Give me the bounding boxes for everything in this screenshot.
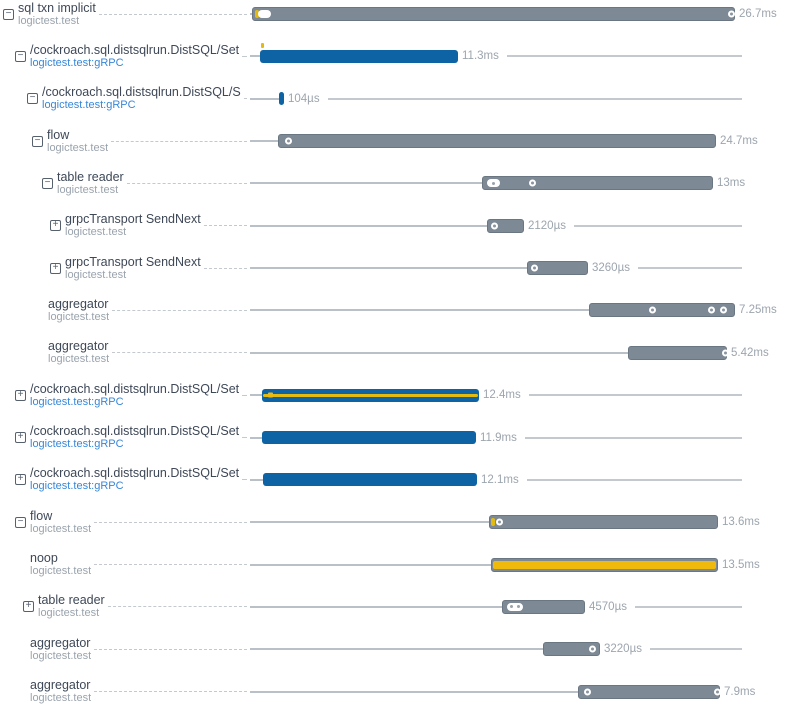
span-source: logictest.test <box>38 607 100 620</box>
span-bar[interactable] <box>527 261 588 275</box>
trace-row <box>0 586 786 628</box>
leader-solid-line <box>250 98 279 100</box>
span-bar[interactable] <box>252 7 735 21</box>
leader-solid-line <box>250 55 260 57</box>
span-name: /cockroach.sql.distsqlrun.DistSQL/S <box>42 86 241 100</box>
span-track <box>250 289 786 331</box>
span-source: logictest.test <box>57 183 119 196</box>
event-yellow-square <box>268 393 273 398</box>
span-bar[interactable] <box>589 303 735 317</box>
trailing-line <box>529 394 742 396</box>
span-source-link[interactable]: logictest.test:gRPC <box>42 99 136 112</box>
span-name: noop <box>30 552 58 566</box>
span-label-zone <box>0 0 250 35</box>
trace-row <box>0 120 786 162</box>
trailing-line <box>328 98 742 100</box>
leader-solid-line <box>250 225 487 227</box>
leader-solid-line <box>250 521 489 523</box>
span-duration: 3260µs <box>592 262 630 275</box>
span-duration: 24.7ms <box>720 135 758 148</box>
span-bar[interactable] <box>278 134 716 148</box>
span-name: aggregator <box>48 297 109 311</box>
span-track <box>250 247 786 289</box>
span-bar[interactable] <box>262 431 476 444</box>
span-duration: 5.42ms <box>731 346 769 359</box>
event-dot-marker <box>649 307 656 314</box>
span-track <box>250 162 786 204</box>
span-source: logictest.test <box>65 268 127 281</box>
span-label <box>42 86 241 111</box>
span-bar[interactable] <box>491 558 718 572</box>
trailing-line <box>525 437 742 439</box>
span-source: logictest.test <box>18 14 80 27</box>
span-name: grpcTransport SendNext <box>65 213 201 227</box>
trailing-line <box>650 648 742 650</box>
leader-dashed-line <box>108 606 247 607</box>
leader-dashed-line <box>242 479 247 480</box>
span-source: logictest.test <box>65 226 127 239</box>
span-duration: 104µs <box>288 92 320 105</box>
trace-row <box>0 78 786 120</box>
leader-solid-line <box>250 394 262 396</box>
span-bar[interactable] <box>279 92 284 105</box>
span-source-link[interactable]: logictest.test:gRPC <box>30 56 124 69</box>
span-name: flow <box>47 128 70 142</box>
event-dot-marker <box>529 180 536 187</box>
span-track <box>250 374 786 416</box>
span-source: logictest.test <box>30 522 92 535</box>
span-name: /cockroach.sql.distsqlrun.DistSQL/Set <box>30 382 240 396</box>
leader-solid-line <box>250 564 491 566</box>
span-duration: 7.9ms <box>724 685 756 698</box>
leader-dashed-line <box>112 352 247 353</box>
leader-solid-line <box>250 648 543 650</box>
leader-solid-line <box>250 606 502 608</box>
event-yellow-tick <box>261 43 264 48</box>
leader-dashed-line <box>242 56 247 57</box>
span-track <box>250 332 786 374</box>
event-stripe <box>263 394 478 397</box>
leader-solid-line <box>250 140 278 142</box>
leader-dashed-line <box>94 691 247 692</box>
span-label <box>18 2 96 27</box>
span-duration: 12.4ms <box>483 389 521 402</box>
span-source-link[interactable]: logictest.test:gRPC <box>30 395 124 408</box>
span-label <box>65 213 201 238</box>
leader-solid-line <box>250 691 578 693</box>
leader-dashed-line <box>242 437 247 438</box>
span-label <box>48 340 109 365</box>
span-duration: 2120µs <box>528 219 566 232</box>
span-source: logictest.test <box>47 141 109 154</box>
span-label-zone <box>0 332 250 374</box>
leader-solid-line <box>250 352 628 354</box>
collapse-icon[interactable]: − <box>42 178 53 189</box>
expand-icon[interactable]: + <box>50 263 61 274</box>
span-name: /cockroach.sql.distsqlrun.DistSQL/Set <box>30 467 240 481</box>
span-label <box>30 467 239 492</box>
span-label <box>48 298 109 323</box>
span-label <box>30 637 91 662</box>
span-bar[interactable] <box>628 346 727 360</box>
span-name: /cockroach.sql.distsqlrun.DistSQL/Set <box>30 425 240 438</box>
trace-row <box>0 289 786 331</box>
span-duration: 4570µs <box>589 600 627 613</box>
expand-icon[interactable]: + <box>23 601 34 612</box>
span-track <box>250 35 786 77</box>
span-track <box>250 205 786 247</box>
event-dot-marker <box>285 138 292 145</box>
span-bar[interactable] <box>260 50 458 63</box>
collapse-icon[interactable]: − <box>15 517 26 528</box>
span-label <box>30 510 91 535</box>
trailing-line <box>527 479 742 481</box>
span-name: grpcTransport SendNext <box>65 255 201 269</box>
span-name: aggregator <box>48 340 109 354</box>
event-dot-marker <box>728 11 735 18</box>
span-duration: 11.3ms <box>462 50 499 63</box>
span-name: aggregator <box>30 636 91 650</box>
event-dot-marker <box>491 222 498 229</box>
span-name: /cockroach.sql.distsqlrun.DistSQL/Set <box>30 43 240 57</box>
span-label-zone <box>0 374 250 416</box>
leader-solid-line <box>250 182 482 184</box>
span-name: table reader <box>57 170 124 184</box>
span-track <box>250 671 786 713</box>
trace-row <box>0 0 786 35</box>
trace-row <box>0 332 786 374</box>
leader-dashed-line <box>204 268 247 269</box>
span-label-zone <box>0 459 250 501</box>
span-bar[interactable] <box>502 600 585 614</box>
span-bar[interactable] <box>487 219 524 233</box>
event-pill-marker <box>487 179 500 187</box>
span-source: logictest.test <box>48 353 110 366</box>
span-label-zone <box>0 205 250 247</box>
span-label-zone <box>0 247 250 289</box>
trace-row <box>0 162 786 204</box>
span-label <box>47 129 108 154</box>
span-source: logictest.test <box>48 310 110 323</box>
span-duration: 26.7ms <box>739 8 777 20</box>
span-source: logictest.test <box>30 565 92 578</box>
span-label-zone <box>0 544 250 586</box>
span-track <box>250 501 786 543</box>
span-label-zone <box>0 671 250 713</box>
leader-solid-line <box>250 479 263 481</box>
span-label <box>65 256 201 281</box>
event-dot-marker <box>496 519 503 526</box>
event-pill-marker <box>507 603 523 611</box>
expand-icon[interactable]: + <box>15 432 26 443</box>
span-label-zone <box>0 162 250 204</box>
trailing-line <box>574 225 742 227</box>
span-label-zone <box>0 417 250 459</box>
leader-dashed-line <box>204 225 247 226</box>
span-label-zone <box>0 289 250 331</box>
trace-row <box>0 671 786 713</box>
trace-row <box>0 544 786 586</box>
span-track <box>250 120 786 162</box>
span-duration: 7.25ms <box>739 304 777 317</box>
leader-dashed-line <box>99 14 247 15</box>
expand-icon[interactable]: + <box>15 474 26 485</box>
span-track <box>250 586 786 628</box>
span-duration: 3220µs <box>604 643 642 656</box>
span-bar[interactable] <box>263 473 477 486</box>
span-duration: 13ms <box>717 177 746 190</box>
span-label-zone <box>0 35 250 77</box>
span-source: logictest.test <box>30 649 92 662</box>
span-label <box>38 594 105 619</box>
collapse-icon[interactable]: − <box>3 9 14 20</box>
span-label-zone <box>0 586 250 628</box>
trace-row <box>0 247 786 289</box>
leader-dashed-line <box>94 564 247 565</box>
event-dot-marker <box>722 349 729 356</box>
trace-row <box>0 205 786 247</box>
leader-dashed-line <box>112 310 247 311</box>
trailing-line <box>638 267 742 269</box>
span-label <box>30 552 91 577</box>
span-source-link[interactable]: logictest.test:gRPC <box>30 438 124 450</box>
span-bar[interactable] <box>543 642 600 656</box>
span-name: flow <box>30 509 53 523</box>
leader-solid-line <box>250 309 589 311</box>
trace-row <box>0 374 786 416</box>
span-track <box>250 78 786 120</box>
span-track <box>250 417 786 459</box>
event-dot-marker <box>714 688 721 695</box>
span-duration: 13.5ms <box>722 558 760 571</box>
event-pill-marker <box>258 10 271 18</box>
span-label-zone <box>0 78 250 120</box>
event-dot-marker <box>708 307 715 314</box>
span-track <box>250 544 786 586</box>
trace-row <box>0 35 786 77</box>
trace-row <box>0 459 786 501</box>
span-label-zone <box>0 501 250 543</box>
event-stripe <box>493 561 716 569</box>
leader-dashed-line <box>94 649 247 650</box>
span-name: sql txn implicit <box>18 1 96 15</box>
span-source-link[interactable]: logictest.test:gRPC <box>30 480 124 493</box>
span-duration: 12.1ms <box>481 473 519 486</box>
expand-icon[interactable]: + <box>15 390 26 401</box>
event-dot-marker <box>531 265 538 272</box>
leader-dashed-line <box>94 522 247 523</box>
span-label <box>30 44 239 69</box>
span-bar[interactable] <box>482 176 713 190</box>
span-duration: 13.6ms <box>722 516 760 529</box>
leader-solid-line <box>250 267 527 269</box>
collapse-icon[interactable]: − <box>15 51 26 62</box>
span-duration: 11.9ms <box>480 431 517 444</box>
span-label-zone <box>0 120 250 162</box>
event-yellow-marker <box>491 518 495 526</box>
trailing-line <box>635 606 742 608</box>
leader-solid-line <box>250 437 262 439</box>
leader-dashed-line <box>244 98 247 99</box>
leader-dashed-line <box>242 395 247 396</box>
span-track <box>250 459 786 501</box>
span-source: logictest.test <box>30 692 92 705</box>
trace-row <box>0 501 786 543</box>
leader-dashed-line <box>127 183 247 184</box>
expand-icon[interactable]: + <box>50 220 61 231</box>
span-bar[interactable] <box>262 389 479 402</box>
event-dot-marker <box>584 688 591 695</box>
span-label-zone <box>0 628 250 670</box>
span-track <box>250 628 786 670</box>
span-label <box>30 679 91 704</box>
span-label <box>30 383 239 408</box>
trailing-line <box>507 55 742 57</box>
leader-dashed-line <box>111 141 247 142</box>
collapse-icon[interactable]: − <box>32 136 43 147</box>
trace-row <box>0 628 786 670</box>
event-dot-marker <box>589 646 596 653</box>
span-label <box>30 425 239 450</box>
span-track <box>250 0 786 35</box>
event-dot-marker <box>720 307 727 314</box>
span-label <box>57 171 124 196</box>
span-bar[interactable] <box>489 515 718 529</box>
span-bar[interactable] <box>578 685 720 699</box>
collapse-icon[interactable]: − <box>27 93 38 104</box>
span-name: aggregator <box>30 679 91 693</box>
span-name: table reader <box>38 594 105 608</box>
trace-row <box>0 417 786 459</box>
